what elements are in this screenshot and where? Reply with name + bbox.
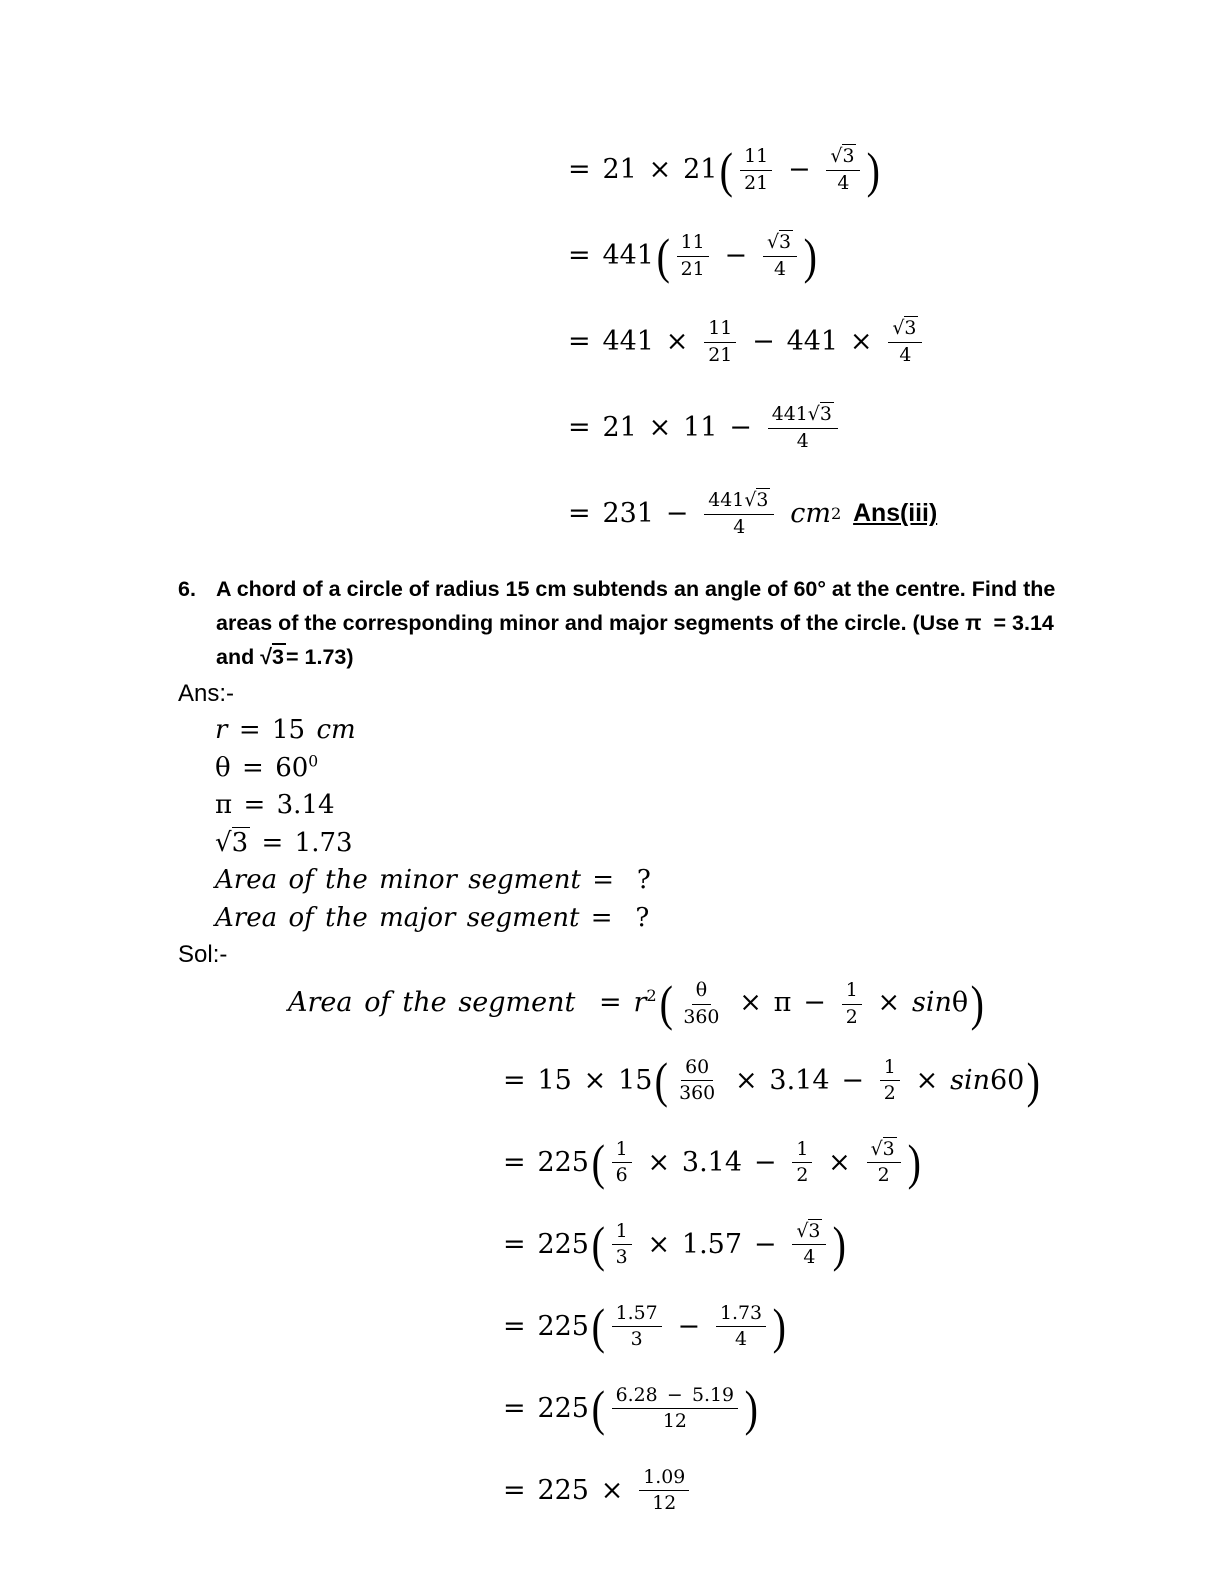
solution-step: = 15 × 15 ( $\frac{60}{360}$ × 3.14 − $\frac{1}{2}$ × sin 60 ) xyxy=(503,1052,1041,1109)
fraction: $\frac{√3}{4}$ xyxy=(888,317,922,366)
top-equation-block xyxy=(568,0,1224,542)
big-paren: ( xyxy=(591,1134,605,1191)
fraction: $\frac{11}{21}$ xyxy=(704,317,736,366)
big-paren: ) xyxy=(970,975,985,1032)
fraction: $\frac{60}{360}$ xyxy=(679,1055,716,1105)
fraction: $\frac{√3}{4}$ xyxy=(763,231,797,280)
question-text xyxy=(216,572,1055,674)
fraction: $\frac{1.09}{12}$ xyxy=(639,1466,689,1515)
given-pi: π = 3.14 xyxy=(215,790,335,820)
answer-tag: Ans(iii) xyxy=(853,500,938,528)
radical: √3 xyxy=(260,645,284,669)
fraction: $\frac{1}{6}$ xyxy=(612,1138,632,1187)
given-sqrt3: √3 = 1.73 xyxy=(215,827,353,858)
fraction: $\frac{441√3}{4}$ xyxy=(704,489,774,538)
big-paren: ( xyxy=(659,975,673,1032)
big-paren: ) xyxy=(907,1134,921,1191)
big-paren: ( xyxy=(656,227,670,284)
solution-step: = 225 ( $\frac{1.57}{3}$ − $\frac{1.73}{4}$ ) xyxy=(503,1298,787,1355)
big-paren: ) xyxy=(1027,1052,1041,1109)
radical: √3 xyxy=(796,1219,821,1242)
big-paren: ( xyxy=(720,141,734,198)
radical: √3 xyxy=(830,145,855,168)
big-paren: ) xyxy=(744,1380,759,1437)
solution-label: Sol:- xyxy=(178,941,228,968)
given-major-segment: Area of the major segment = ? xyxy=(215,902,650,933)
radical: √3 xyxy=(870,1137,895,1160)
given-values xyxy=(215,714,1224,934)
equation-step: = 21 × 11 − $\frac{441√3}{4}$ xyxy=(568,400,1224,456)
fraction: $\frac{√3}{4}$ xyxy=(826,145,860,194)
fraction: $\frac{1}{2}$ xyxy=(842,979,862,1028)
big-paren: ( xyxy=(655,1052,669,1109)
big-paren: ( xyxy=(591,1380,605,1437)
big-paren: ) xyxy=(833,1216,847,1273)
question-6 xyxy=(178,572,1224,674)
fraction: $\frac{11}{21}$ xyxy=(740,145,772,194)
fraction: $\frac{1.73}{4}$ xyxy=(716,1302,766,1351)
fraction: $\frac{6.28 - 5.19}{12}$ xyxy=(612,1384,738,1433)
fraction: $\frac{11}{21}$ xyxy=(677,231,709,280)
fraction: $\frac{1.57}{3}$ xyxy=(612,1302,662,1351)
question-number: 6. xyxy=(178,577,196,601)
fraction: $\frac{1}{2}$ xyxy=(792,1138,812,1187)
big-paren: ) xyxy=(803,227,818,284)
radical: √3 xyxy=(892,317,917,340)
radical: √3 xyxy=(215,827,249,858)
big-paren: ) xyxy=(772,1298,787,1355)
fraction: $\frac{√3}{4}$ xyxy=(792,1220,826,1269)
radical: √3 xyxy=(744,489,769,512)
question-line: A chord of a circle of radius 15 cm subtends an angle of 60° at the centre. Find the xyxy=(216,577,1056,601)
big-paren: ( xyxy=(591,1298,605,1355)
solution-step: = 225 ( $\frac{1}{6}$ × 3.14 − $\frac{1}{2}$ × $\frac{√3}{2}$ ) xyxy=(503,1134,921,1191)
equation-step: = 441 × $\frac{11}{21}$ − 441 × $\frac{√3}{4}$ xyxy=(568,314,1224,370)
big-paren: ) xyxy=(867,141,881,198)
radical: √3 xyxy=(766,231,792,254)
question-line: areas of the corresponding minor and major segments of the circle. (Use π = 3.14 xyxy=(216,611,1054,635)
given-angle: $\theta = 60^0$ xyxy=(215,751,319,783)
solution-steps xyxy=(503,1028,1224,1518)
solution-step: = 225 × $\frac{1.09}{12}$ xyxy=(503,1462,1224,1518)
big-paren: ( xyxy=(591,1216,605,1273)
equation-step: = 441 ( $\frac{11}{21}$ − $\frac{√3}{4}$ ) xyxy=(568,227,818,284)
given-radius: r = 15 cm xyxy=(215,715,356,745)
fraction: $\frac{1}{2}$ xyxy=(880,1056,900,1105)
given-minor-segment: Area of the minor segment = ? xyxy=(215,865,651,895)
segment-area-formula: Area of the segment = $r^2$( $\frac{\theta}{360}$ × π − $\frac{1}{2}$ × sinθ) xyxy=(288,975,985,1032)
answer-label: Ans:- xyxy=(178,680,235,707)
fraction: $\frac{1}{3}$ xyxy=(612,1220,632,1269)
fraction: $\frac{441√3}{4}$ xyxy=(768,403,838,452)
fraction: $\frac{√3}{2}$ xyxy=(867,1138,901,1187)
question-line: and √3= 1.73) xyxy=(216,640,1055,674)
solution-step: = 225 ( $\frac{1}{3}$ × 1.57 − $\frac{√3}{4}$ ) xyxy=(503,1216,847,1273)
equation-step-final-answer: = 231 − $\frac{441√3}{4}$ cm 2 Ans(iii) xyxy=(568,489,938,538)
equation-step: = 21 × 21 ( $\frac{11}{21}$ − $\frac{√3}{4}$ ) xyxy=(568,141,881,198)
fraction: $\frac{\theta}{360}$ xyxy=(683,979,720,1028)
solution-step: = 225 ( $\frac{6.28 - 5.19}{12}$ ) xyxy=(503,1380,759,1437)
radical: √3 xyxy=(807,403,832,426)
